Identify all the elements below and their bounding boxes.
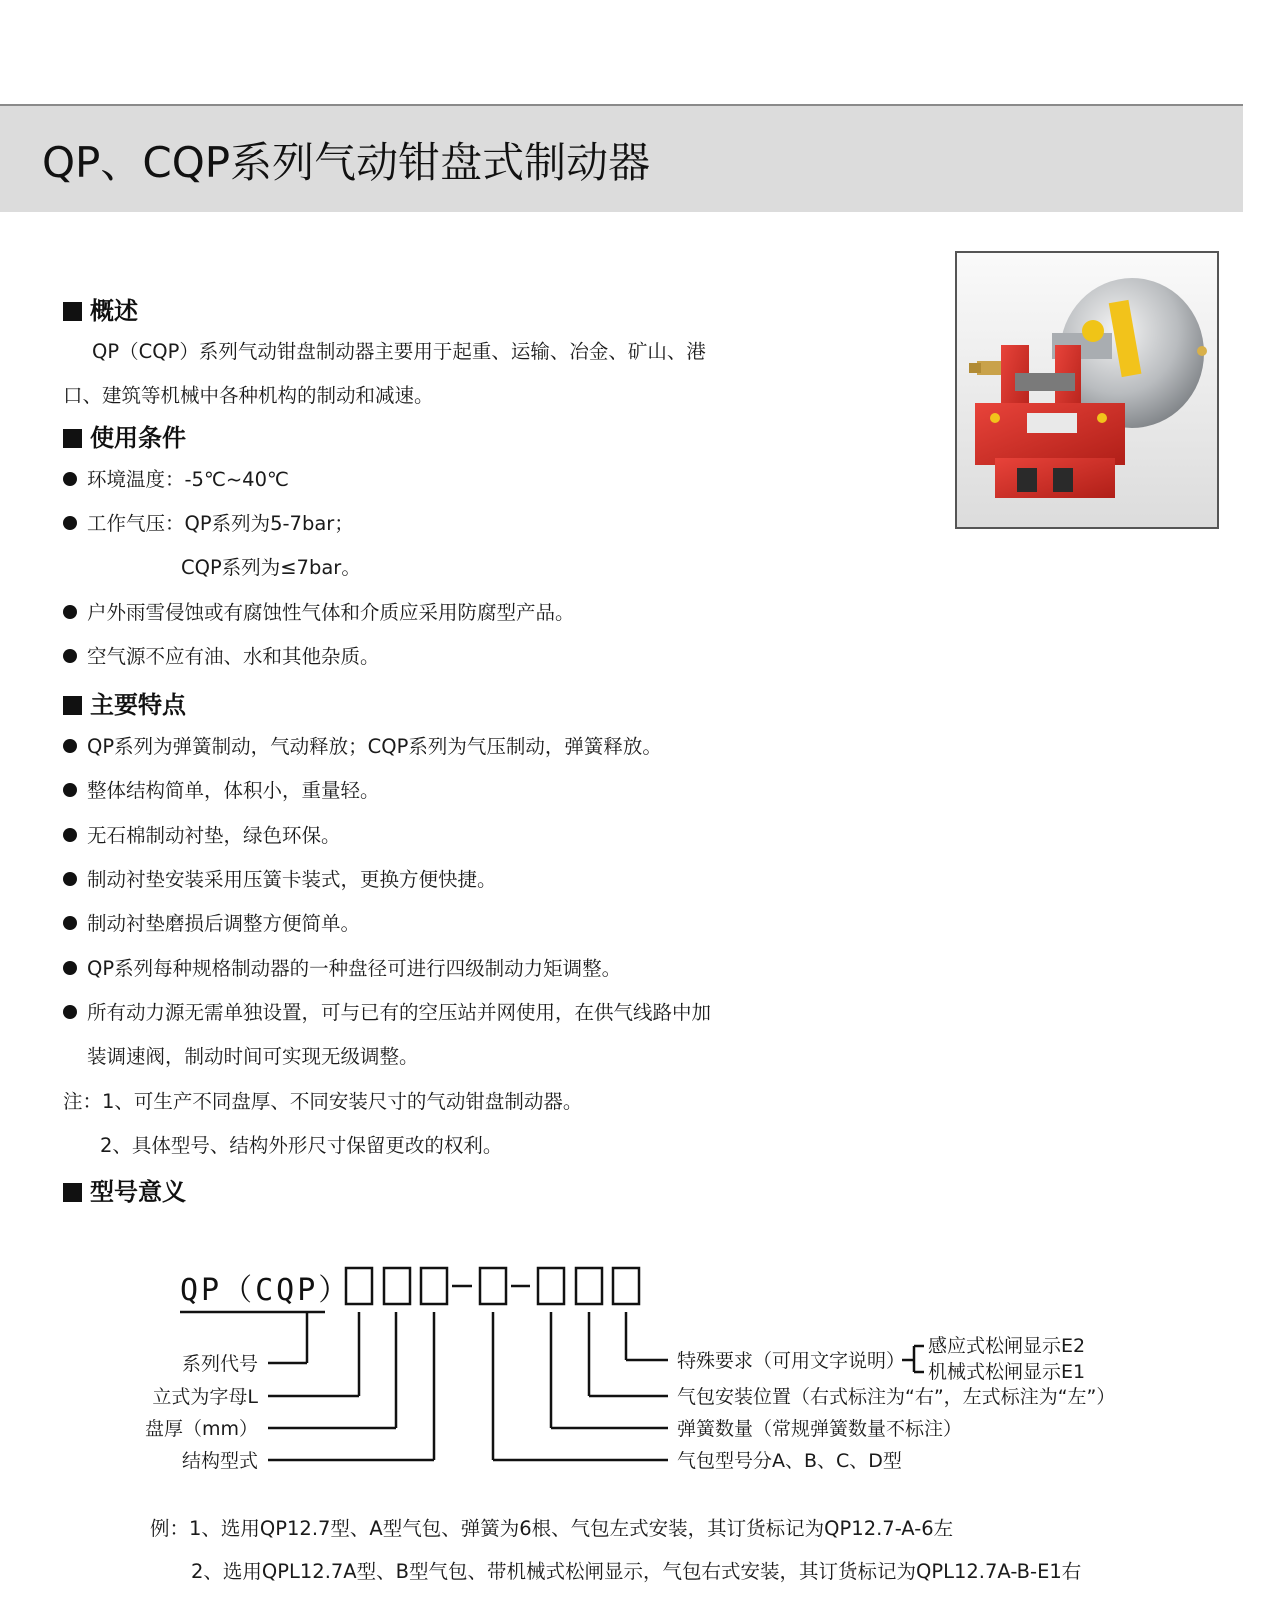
bullet-icon	[63, 872, 77, 886]
bullet-icon	[63, 472, 77, 486]
right-label: 特殊要求（可用文字说明）	[677, 1350, 906, 1372]
list-item: QP系列每种规格制动器的一种盘径可进行四级制动力矩调整。	[63, 953, 621, 981]
square-bullet-icon	[63, 1183, 82, 1202]
list-item: 无石棉制动衬垫，绿色环保。	[63, 820, 341, 848]
list-item: 整体结构简单，体积小，重量轻。	[63, 775, 380, 803]
example-line: 2、选用QPL12.7A型、B型气包、带机械式松闸显示，气包右式安装，其订货标记为QPL12.7A-B-E1右	[191, 1560, 1082, 1583]
list-item: 制动衬垫安装采用压簧卡装式，更换方便快捷。	[63, 864, 497, 892]
list-item: 所有动力源无需单独设置，可与已有的空压站并网使用，在供气线路中加	[63, 997, 711, 1025]
bullet-icon	[63, 828, 77, 842]
example-line: 例：1、选用QP12.7型、A型气包、弹簧为6根、气包左式安装，其订货标记为QP12.7-A-6左	[150, 1517, 954, 1540]
bullet-icon	[63, 961, 77, 975]
right-label: 气包型号分A、B、C、D型	[677, 1450, 902, 1470]
list-item: 空气源不应有油、水和其他杂质。	[63, 641, 380, 669]
left-label: 结构型式	[181, 1450, 258, 1470]
bullet-icon	[63, 516, 77, 530]
bullet-icon	[63, 739, 77, 753]
list-item-continued: 装调速阀，制动时间可实现无级调整。	[87, 1045, 419, 1068]
right-label: 弹簧数量（常规弹簧数量不标注）	[677, 1418, 963, 1440]
bullet-icon	[63, 916, 77, 930]
right-label: 气包安装位置（右式标注为“右”，左式标注为“左”）	[677, 1386, 1116, 1408]
bullet-icon	[63, 605, 77, 619]
list-item: 制动衬垫磨损后调整方便简单。	[63, 908, 360, 936]
note-line: 2、具体型号、结构外形尺寸保留更改的权利。	[100, 1134, 503, 1157]
left-label: 系列代号	[181, 1353, 258, 1375]
note-line: 注：1、可生产不同盘厚、不同安装尺寸的气动钳盘制动器。	[63, 1090, 583, 1113]
list-item: 户外雨雪侵蚀或有腐蚀性气体和介质应采用防腐型产品。	[63, 597, 575, 625]
list-item: 环境温度：-5℃~40℃	[63, 464, 289, 492]
title-bar	[0, 106, 1243, 212]
list-item-continued: CQP系列为≤7bar。	[181, 556, 361, 579]
product-photo	[955, 251, 1219, 529]
overview-text: QP（CQP）系列气动钳盘制动器主要用于起重、运输、冶金、矿山、港	[92, 340, 706, 363]
square-bullet-icon	[63, 429, 82, 448]
special-option: 机械式松闸显示E1	[928, 1361, 1086, 1383]
left-label: 立式为字母L	[152, 1386, 258, 1408]
overview-text: 口、建筑等机械中各种机构的制动和减速。	[63, 384, 434, 407]
overview-heading: 概述	[63, 291, 138, 326]
features-heading: 主要特点	[63, 685, 186, 720]
conditions-heading: 使用条件	[63, 418, 186, 453]
square-bullet-icon	[63, 302, 82, 321]
bullet-icon	[63, 783, 77, 797]
special-option: 感应式松闸显示E2	[928, 1335, 1086, 1357]
list-item: 工作气压：QP系列为5-7bar；	[63, 508, 354, 536]
left-label: 盘厚（mm）	[144, 1418, 258, 1440]
model-heading: 型号意义	[63, 1172, 186, 1207]
page-title: QP、CQP系列气动钳盘式制动器	[42, 138, 651, 187]
model-code-diagram	[0, 1240, 1267, 1470]
bullet-icon	[63, 1005, 77, 1019]
list-item: QP系列为弹簧制动，气动释放；CQP系列为气压制动，弹簧释放。	[63, 731, 662, 759]
square-bullet-icon	[63, 696, 82, 715]
model-code-prefix: QP（CQP）	[180, 1273, 352, 1308]
bullet-icon	[63, 649, 77, 663]
